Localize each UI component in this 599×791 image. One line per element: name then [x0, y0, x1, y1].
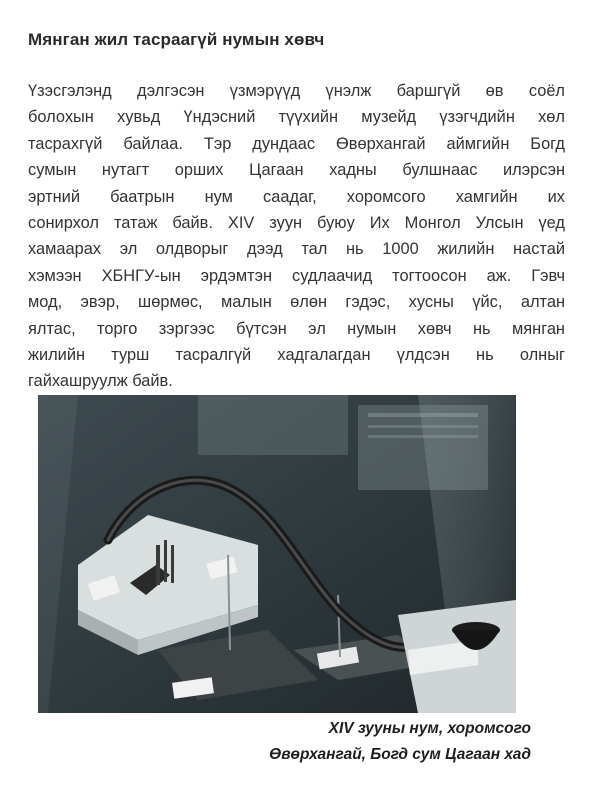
body-line: мод, эвэр, шөрмөс, малын өлөн гэдэс, хусны үйс, алтан: [28, 293, 565, 312]
body-line: эртний баатрын нум саадаг, хоромсого хамгийн их: [28, 187, 565, 206]
body-line: сумын нутагт орших Цагаан хадны булшнаас илэрсэн: [28, 161, 565, 180]
body-line: тасрахгүй байлаа. Тэр дундаас Өвөрхангай аймгийн Богд: [28, 134, 565, 153]
article-title: Мянган жил тасраагүй нумын хөвч: [28, 30, 325, 49]
body-line: хамаарах эл олдворыг дээд тал нь 1000 жилийн настай: [28, 240, 565, 259]
museum-exhibit-photo: [38, 395, 516, 713]
photo-caption-title: XIV зууны нум, хоромсого: [328, 720, 531, 737]
body-line: болохын хувьд Үндэсний түүхийн музейд үзэгчдийн хөл: [28, 108, 565, 127]
body-line: сонирхол татаж байв. XIV зуун буюу Их Монгол Улсын үед: [28, 214, 565, 233]
body-line: гайхашруулж байв.: [28, 372, 173, 391]
body-line: ялтас, торго зэргээс бүтсэн эл нумын хөвч нь мянган: [28, 319, 565, 338]
body-line: Үзэсгэлэнд дэлгэсэн үзмэрүүд үнэлж баршгүй өв соёл: [28, 82, 565, 100]
body-line: жилийн турш тасралгүй хадгалагдан үлдсэн нь олныг: [28, 346, 565, 365]
photo-caption-location: Өвөрхангай, Богд сум Цагаан хад: [269, 746, 531, 763]
bow-quiver-exhibit-illustration: [38, 395, 516, 713]
body-line: хэмээн ХБНГУ-ын эрдэмтэн судлаачид тогтоосон аж. Гэвч: [28, 266, 565, 285]
article-body: [28, 78, 565, 395]
